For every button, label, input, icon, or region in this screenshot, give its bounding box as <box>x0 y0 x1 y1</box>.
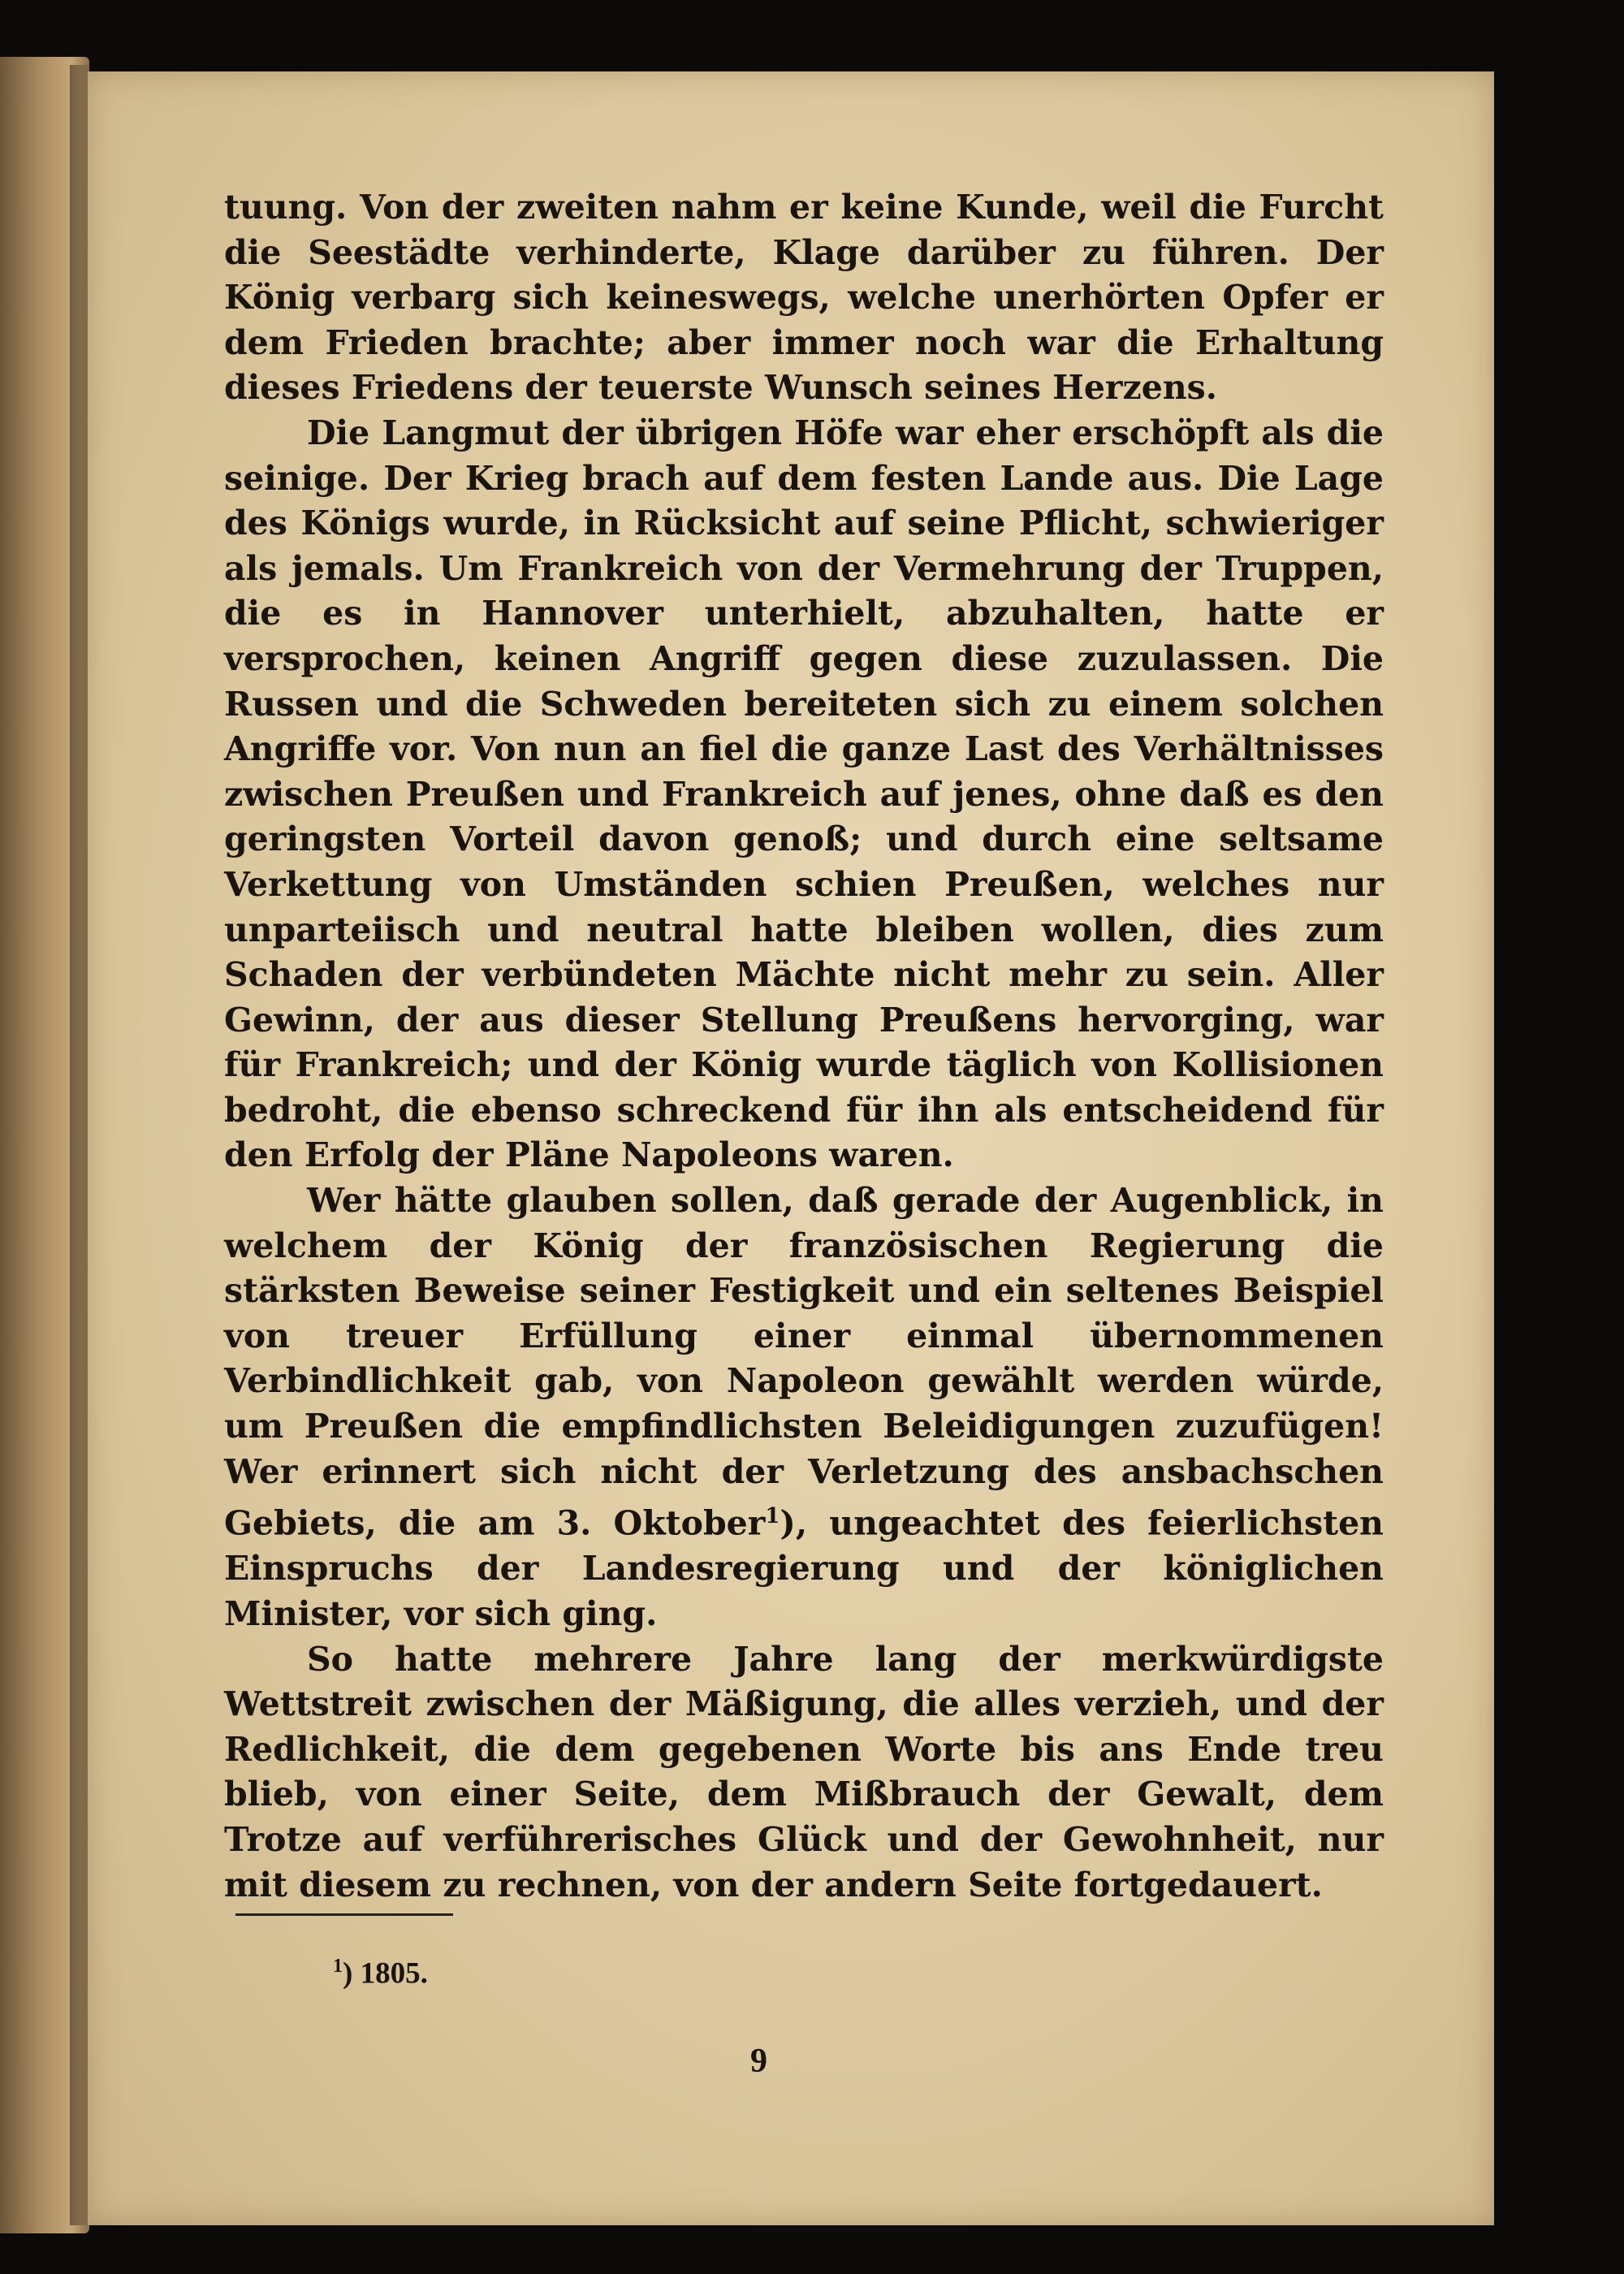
paragraph-3-before-ref: Wer hätte glauben sollen, daß gerade der Augenblick, in welchem der König der französischen Regierung die stärksten Beweise seiner Festigkeit und ein seltenes Beispiel von treuer Erfüllung einer einmal übernommenen Verbindlichkeit gab, von Napoleon gewählt werden würde, um Preußen die empfindlichsten Beleidigungen zuzufügen! Wer erinnert sich nicht der Verletzung des ansbachschen Gebiets, die am 3. Oktober <box>224 1181 1384 1543</box>
paragraph-3 <box>224 1178 1384 1637</box>
footnote-marker: 1 <box>333 1956 343 1977</box>
paragraph-2: Die Langmut der übrigen Höfe war eher erschöpft als die seinige. Der Krieg brach auf dem festen Lande aus. Die Lage des Königs wurde, in Rücksicht auf seine Pflicht, schwieriger als jemals. Um Frankreich von der Vermehrung der Truppen, die es in Hannover unterhielt, abzuhalten, hatte er versprochen, keinen Angriff gegen diese zuzulassen. Die Russen und die Schweden bereiteten sich zu einem solchen Angriffe vor. Von nun an fiel die ganze Last des Verhältnisses zwischen Preußen und Frankreich auf jenes, ohne daß es den geringsten Vorteil davon genoß; und durch eine seltsame Verkettung von Umständen schien Preußen, welches nur unparteiisch und neutral hatte bleiben wollen, dies zum Schaden der verbündeten Mächte nicht mehr zu sein. Aller Gewinn, der aus dieser Stellung Preußens hervorging, war für Frankreich; und der König wurde täglich von Kollisionen bedroht, die ebenso schreckend für ihn als entscheidend für den Erfolg der Pläne Napoleons waren. <box>224 413 1384 1175</box>
paragraph-1: tuung. Von der zweiten nahm er keine Kunde, weil die Furcht die Seestädte verhinderte, Klage darüber zu führen. Der König verbarg sich keineswegs, welche unerhörten Opfer er dem Frieden brachte; aber immer noch war die Erhaltung dieses Friedens der teuerste Wunsch seines Herzens. <box>224 188 1384 408</box>
page-number: 9 <box>750 2043 767 2080</box>
paragraph-3-after-ref: ), ungeachtet des feierlichsten Einspruchs der Landesregierung und der königlichen Minister, vor sich ging. <box>224 1503 1384 1634</box>
footnote-text: ) 1805. <box>343 1956 428 1991</box>
footnote-reference: 1 <box>765 1504 780 1529</box>
footnote <box>333 1956 428 1991</box>
footnote-divider <box>235 1913 453 1916</box>
book-page <box>88 71 1494 2225</box>
paragraph-4: So hatte mehrere Jahre lang der merkwürdigste Wettstreit zwischen der Mäßigung, die alles verzieh, und der Redlichkeit, die dem gegebenen Worte bis ans Ende treu blieb, von einer Seite, dem Mißbrauch der Gewalt, dem Trotze auf verführerisches Glück und der Gewohnheit, nur mit diesem zu rechnen, von der andern Seite fortgedauert. <box>224 1639 1384 1904</box>
body-text <box>224 185 1384 1908</box>
